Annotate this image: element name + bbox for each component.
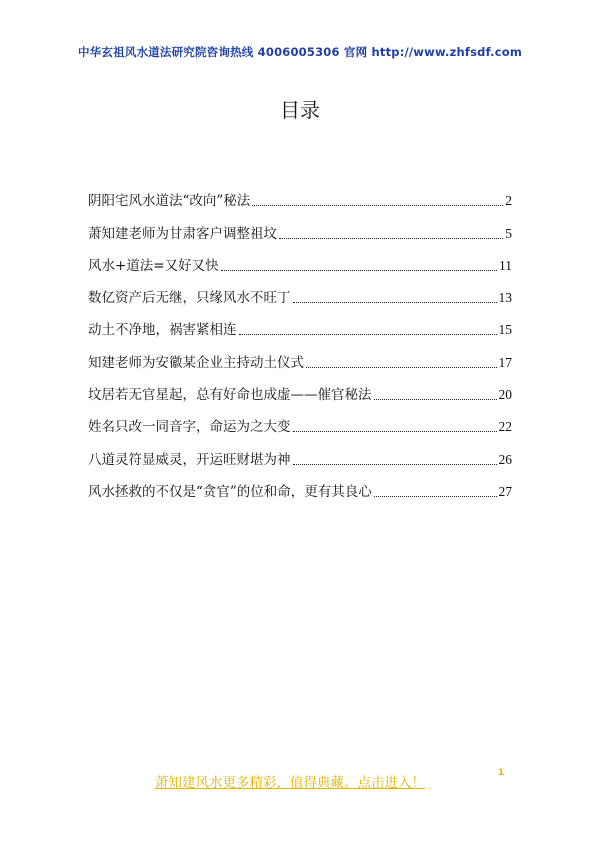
toc-entry-page: 20 — [498, 387, 512, 403]
toc-entry-title: 姓名只改一同音字，命运为之大变 — [88, 419, 291, 436]
toc-entry[interactable] — [88, 339, 512, 371]
dot-leader — [221, 269, 497, 271]
table-of-contents — [88, 178, 512, 501]
toc-entry-title: 坟居若无官星起，总有好命也成虚——催官秘法 — [88, 387, 372, 404]
toc-entry[interactable] — [88, 210, 512, 242]
toc-entry-page: 2 — [505, 193, 512, 209]
page-number: 1 — [498, 768, 505, 778]
toc-entry[interactable] — [88, 372, 512, 404]
toc-entry-page: 5 — [505, 225, 512, 241]
page-header-banner: 中华玄祖风水道法研究院咨询热线 4006005306 官网 http://www.zhfsdf.com — [77, 45, 523, 59]
footer-promo-link[interactable]: 萧知建风水更多精彩，值得典藏。点击进入！ — [155, 775, 425, 791]
toc-entry-title: 风水+道法=又好又快 — [88, 257, 219, 274]
toc-entry-title: 数亿资产后无继，只缘风水不旺丁 — [88, 290, 291, 307]
toc-entry-page: 13 — [498, 290, 512, 306]
dot-leader — [374, 398, 497, 400]
toc-entry-page: 22 — [498, 419, 512, 435]
toc-entry-page: 17 — [498, 354, 512, 370]
toc-entry[interactable] — [88, 404, 512, 436]
toc-entry-title: 风水拯救的不仅是“贪官”的位和命，更有其良心 — [88, 483, 372, 500]
toc-entry[interactable] — [88, 243, 512, 275]
dot-leader — [252, 204, 503, 206]
toc-entry-page: 27 — [498, 483, 512, 499]
dot-leader — [306, 366, 497, 368]
toc-entry[interactable] — [88, 307, 512, 339]
toc-entry-title: 动土不净地，祸害紧相连 — [88, 322, 237, 339]
dot-leader — [279, 237, 503, 239]
dot-leader — [293, 301, 497, 303]
toc-entry-page: 26 — [498, 451, 512, 467]
toc-entry[interactable] — [88, 178, 512, 210]
toc-entry-title: 阴阳宅风水道法“改向”秘法 — [88, 193, 251, 210]
toc-title: 目录 — [280, 98, 320, 122]
dot-leader — [293, 463, 497, 465]
toc-entry-page: 15 — [498, 322, 512, 338]
toc-entry-title: 知建老师为安徽某企业主持动土仪式 — [88, 354, 304, 371]
dot-leader — [374, 495, 497, 497]
toc-entry[interactable] — [88, 275, 512, 307]
dot-leader — [239, 333, 497, 335]
toc-entry-page: 11 — [499, 257, 512, 273]
toc-entry-title: 八道灵符显威灵，开运旺财堪为神 — [88, 451, 291, 468]
toc-entry-title: 萧知建老师为甘肃客户调整祖坟 — [88, 225, 277, 242]
dot-leader — [293, 430, 497, 432]
toc-entry[interactable] — [88, 469, 512, 501]
toc-entry[interactable] — [88, 436, 512, 468]
